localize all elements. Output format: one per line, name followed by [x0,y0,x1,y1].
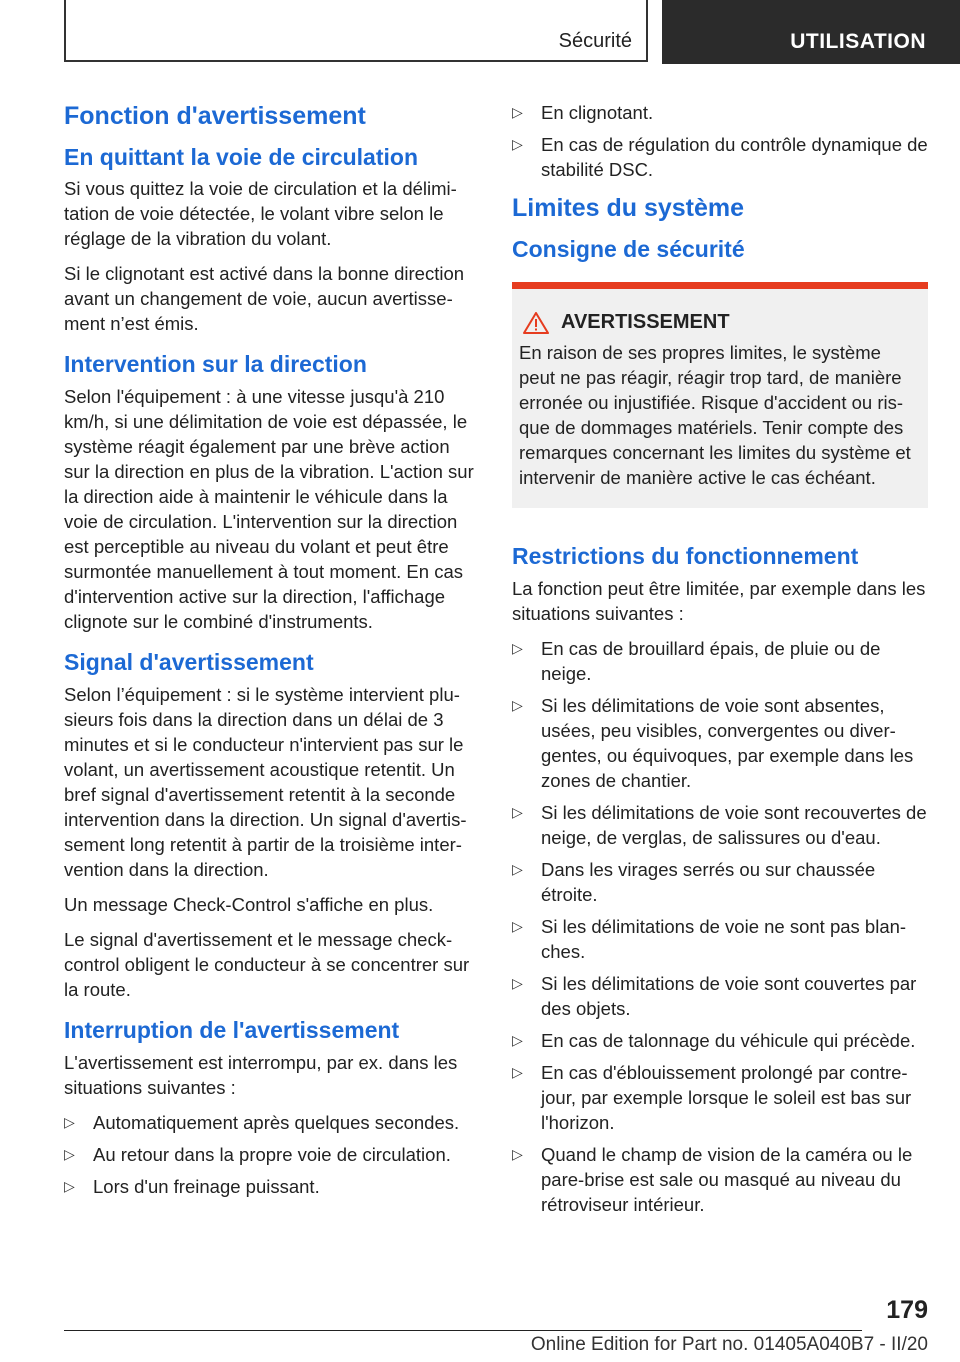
bullet-triangle-icon: ▷ [512,804,523,821]
section-warning-interruption [64,1016,478,1199]
section-heading: En quittant la voie de circulation [64,143,418,170]
paragraph: Selon l’équipement : si le système intervient plusieurs fois dans la direction dans un délai de 3 minutes et si le conducteur n'intervient pas sur le volant, un avertissement acoustique retentit. Un bref signal d'avertissement retentit à la seconde intervention dans la direction. Un signal d'avertissement long retentit à partir de la troisième intervention dans la direction. [64,684,467,881]
list-item-text: En clignotant. [541,102,654,123]
bullet-list-continued [512,100,928,182]
left-column [64,100,478,1213]
paragraph: L'avertissement est interrompu, par ex. dans les situations suivantes : [64,1052,458,1099]
warning-body: En raison de ses propres limites, le système peut ne pas réagir, réagir trop tard, de manière erronée ou injustifiée. Risque d'accident ou risque de dommages matériels. Tenir compte des remarques concernant les limites du système et intervenir de manière active le cas échéant. [519,342,911,489]
bullet-triangle-icon: ▷ [512,697,523,714]
warning-box [512,282,928,508]
list-item [512,857,928,907]
list-item [512,800,928,850]
section-heading: Intervention sur la direction [64,351,367,378]
list-item [512,971,928,1021]
list-item-text: Si les délimitations de voie sont absentes, usées, peu visibles, convergentes ou divergentes, ou équivoques, par exemple dans les zones de chantier. [541,695,914,792]
header-chapter-title: UTILISATION [790,30,926,53]
right-column [512,100,928,1231]
list-item-text: Si les délimitations de voie sont recouvertes de neige, de verglas, de salissures ou d'eau. [541,802,927,849]
section-lane-departure [64,143,478,337]
section-heading: Restrictions du fonctionnement [512,543,859,570]
list-item-text: En cas de régulation du contrôle dynamique de stabilité DSC. [541,134,928,180]
list-item-text: En cas de brouillard épais, de pluie ou de neige. [541,638,881,685]
list-item-text: Si les délimitations de voie ne sont pas blanches. [541,916,907,963]
bullet-triangle-icon: ▷ [512,861,523,878]
bullet-triangle-icon: ▷ [512,104,523,120]
list-item [512,914,928,964]
section-title-system-limits: Limites du système [512,194,745,222]
list-item-text: Lors d'un freinage puissant. [93,1176,320,1198]
bullet-triangle-icon: ▷ [512,1146,523,1163]
section-warning-signal [64,648,478,1002]
paragraph: Selon l'équipement : à une vitesse jusqu'à 210 km/h, si une délimitation de voie est dépassée, le système réagit également par une brève action sur la direction en plus de la vibration. L'action sur la direction aide à maintenir le véhicule dans la voie de circulation. L'intervention sur la direction est perceptible au niveau du volant et peut être surmontée manuellement à tout moment. En cas d'intervention active sur la direction, l'affichage clignote sur le combiné d'instruments. [64,386,474,633]
list-item-text: En cas d'éblouissement prolongé par contre-jour, par exemple lorsque le soleil est bas sur l'horizon. [541,1062,912,1134]
bullet-triangle-icon: ▷ [64,1114,75,1131]
list-item [512,1028,928,1053]
bullet-triangle-icon: ▷ [512,918,523,935]
bullet-list [512,636,928,1217]
header-section-title: Sécurité [558,30,632,52]
warning-title: AVERTISSEMENT [561,311,730,334]
list-item-text: Quand le champ de vision de la caméra ou le pare-brise est sale ou masqué au niveau du rétroviseur intérieur. [541,1144,913,1216]
bullet-triangle-icon: ▷ [512,640,523,657]
header-chapter-box [662,0,960,64]
list-item [512,132,928,182]
page-title: Fonction d'avertissement [64,102,366,130]
warning-header [523,311,920,334]
list-item [64,1110,478,1135]
paragraph: Un message Check-Control s'affiche en plus. [64,894,434,916]
bullet-triangle-icon: ▷ [512,136,523,152]
section-function-restrictions [512,542,928,1217]
list-item [512,636,928,686]
bullet-triangle-icon: ▷ [64,1146,75,1163]
section-heading: Signal d'avertissement [64,649,314,676]
list-item [512,1142,928,1217]
section-heading: Interruption de l'avertissement [64,1017,400,1044]
header-section-box [64,0,648,62]
bullet-list [64,1110,478,1199]
list-item [512,693,928,793]
page-number: 179 [886,1296,928,1324]
list-item-text: Au retour dans la propre voie de circulation. [93,1144,451,1166]
section-steering-intervention [64,350,478,634]
bullet-triangle-icon: ▷ [512,1032,523,1049]
paragraph: La fonction peut être limitée, par exemple dans les situations suivantes : [512,578,926,625]
bullet-triangle-icon: ▷ [512,1064,523,1081]
bullet-triangle-icon: ▷ [64,1178,75,1195]
list-item [64,1142,478,1167]
list-item-text: En cas de talonnage du véhicule qui précède. [541,1030,916,1052]
section-heading: Consigne de sécurité [512,235,745,262]
footer-edition: Online Edition for Part no. 01405A040B7 - II/20 [530,1334,928,1355]
list-item-text: Si les délimitations de voie sont couvertes par des objets. [541,973,917,1020]
list-item [512,1060,928,1135]
list-item-text: Automatiquement après quelques secondes. [93,1112,460,1134]
paragraph: Si vous quittez la voie de circulation et la délimitation de voie détectée, le volant vibre selon le réglage de la vibration du volant. [64,178,457,250]
paragraph: Si le clignotant est activé dans la bonne direction avant un changement de voie, aucun avertissement n’est émis. [64,263,465,335]
list-item [64,1174,478,1199]
bullet-triangle-icon: ▷ [512,975,523,992]
warning-triangle-icon [523,312,549,334]
paragraph: Le signal d'avertissement et le message check-control obligent le conducteur à se concentrer sur la route. [64,929,470,1001]
footer-divider [64,1330,862,1331]
list-item-text: Dans les virages serrés ou sur chaussée étroite. [541,859,876,906]
list-item [512,100,928,125]
